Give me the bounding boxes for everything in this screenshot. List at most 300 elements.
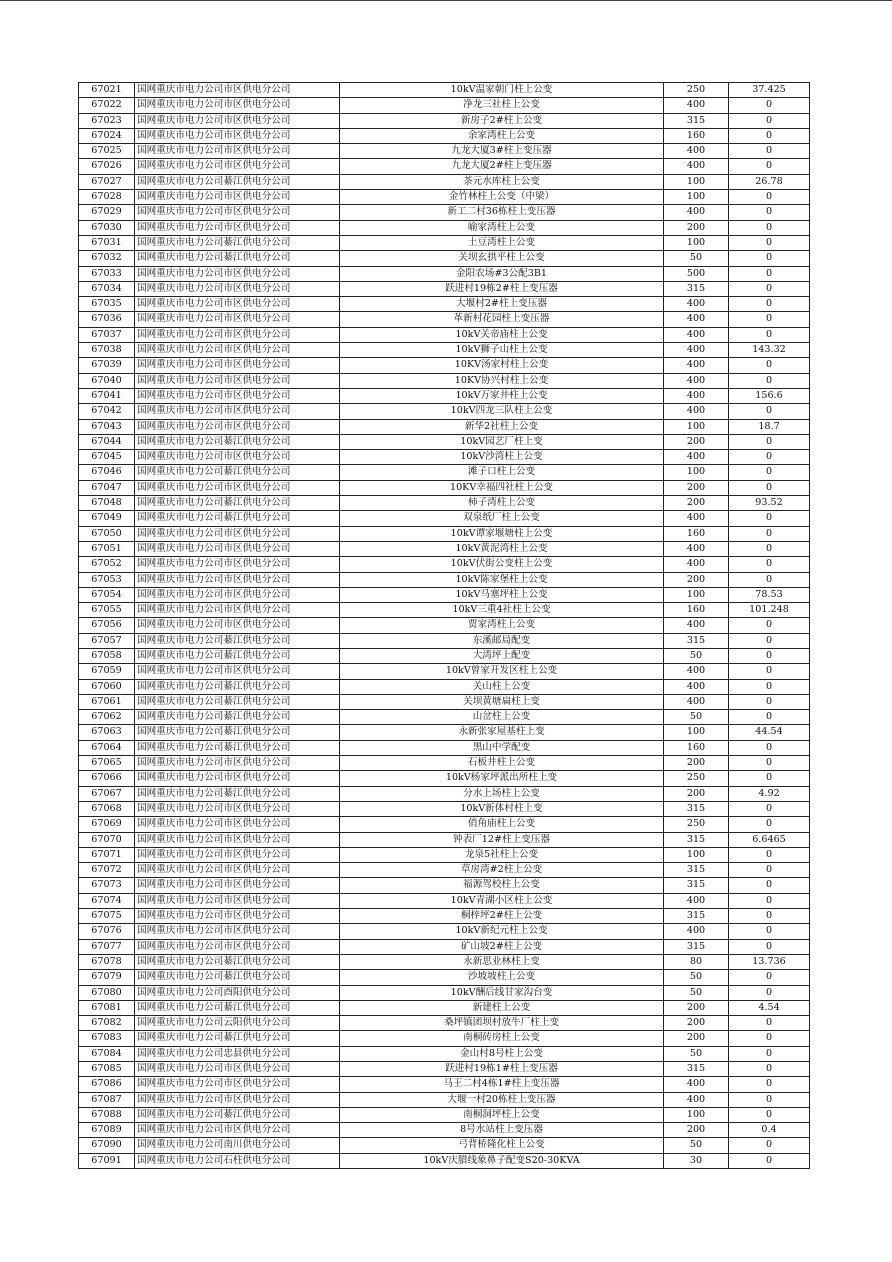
transformer-name-cell: 10kV沙湾柱上公变 — [340, 450, 664, 465]
capacity-cell: 400 — [664, 297, 729, 312]
transformer-name-cell: 10kV伏街公变柱上公变 — [340, 557, 664, 572]
company-name-cell: 国网重庆市电力公司綦江供电分公司 — [135, 740, 340, 755]
transformer-name-cell: 10kV曾家开发区柱上公变 — [340, 664, 664, 679]
table-body — [79, 83, 810, 1169]
row-id-cell: 67083 — [79, 1031, 135, 1046]
row-id-cell: 67053 — [79, 572, 135, 587]
table-row — [79, 281, 810, 296]
value-cell: 0 — [729, 266, 810, 281]
row-id-cell: 67021 — [79, 83, 135, 98]
capacity-cell: 315 — [664, 113, 729, 128]
table-row — [79, 251, 810, 266]
table-row — [79, 587, 810, 602]
transformer-name-cell: 余家湾柱上公变 — [340, 128, 664, 143]
capacity-cell: 50 — [664, 970, 729, 985]
row-id-cell: 67049 — [79, 511, 135, 526]
transformer-name-cell: 新建柱上公变 — [340, 1000, 664, 1015]
capacity-cell: 250 — [664, 83, 729, 98]
value-cell: 0 — [729, 1077, 810, 1092]
value-cell: 0 — [729, 909, 810, 924]
capacity-cell: 400 — [664, 388, 729, 403]
table-row — [79, 786, 810, 801]
table-row — [79, 1046, 810, 1061]
company-name-cell: 国网重庆市电力公司市区供电分公司 — [135, 541, 340, 556]
table-row — [79, 113, 810, 128]
table-row — [79, 603, 810, 618]
company-name-cell: 国网重庆市电力公司市区供电分公司 — [135, 878, 340, 893]
transformer-name-cell: 金竹林柱上公变（中梁） — [340, 190, 664, 205]
table-row — [79, 327, 810, 342]
capacity-cell: 50 — [664, 251, 729, 266]
transformer-name-cell: 喻家湾柱上公变 — [340, 220, 664, 235]
transformer-name-cell: 俏角庙柱上公变 — [340, 817, 664, 832]
table-row — [79, 1107, 810, 1122]
row-id-cell: 67057 — [79, 633, 135, 648]
table-row — [79, 465, 810, 480]
table-row — [79, 1153, 810, 1168]
value-cell: 18.7 — [729, 419, 810, 434]
capacity-cell: 100 — [664, 847, 729, 862]
value-cell: 0 — [729, 633, 810, 648]
value-cell: 0 — [729, 863, 810, 878]
capacity-cell: 400 — [664, 312, 729, 327]
capacity-cell: 50 — [664, 1138, 729, 1153]
row-id-cell: 67029 — [79, 205, 135, 220]
value-cell: 0 — [729, 465, 810, 480]
transformer-name-cell: 分水上场柱上公变 — [340, 786, 664, 801]
transformer-name-cell: 东溪邮局配变 — [340, 633, 664, 648]
row-id-cell: 67039 — [79, 358, 135, 373]
table-row — [79, 128, 810, 143]
capacity-cell: 400 — [664, 694, 729, 709]
value-cell: 44.54 — [729, 725, 810, 740]
table-row — [79, 832, 810, 847]
transformer-name-cell: 矿山坡2#柱上公变 — [340, 939, 664, 954]
transformer-name-cell: 山岔柱上公变 — [340, 710, 664, 725]
value-cell: 26.78 — [729, 174, 810, 189]
value-cell: 0 — [729, 970, 810, 985]
transformer-name-cell: 桑坪镇团坝村放牛厂柱上变 — [340, 1016, 664, 1031]
table-row — [79, 220, 810, 235]
table-row — [79, 1031, 810, 1046]
table-row — [79, 970, 810, 985]
row-id-cell: 67024 — [79, 128, 135, 143]
capacity-cell: 400 — [664, 1077, 729, 1092]
table-row — [79, 343, 810, 358]
company-name-cell: 国网重庆市电力公司市区供电分公司 — [135, 756, 340, 771]
capacity-cell: 100 — [664, 725, 729, 740]
row-id-cell: 67023 — [79, 113, 135, 128]
capacity-cell: 200 — [664, 756, 729, 771]
capacity-cell: 400 — [664, 679, 729, 694]
capacity-cell: 100 — [664, 587, 729, 602]
transformer-name-cell: 关坝黄塘扁柱上变 — [340, 694, 664, 709]
transformer-name-cell: 石板井柱上公变 — [340, 756, 664, 771]
capacity-cell: 400 — [664, 511, 729, 526]
table-row — [79, 450, 810, 465]
transformer-name-cell: 弓背桥隆化柱上公变 — [340, 1138, 664, 1153]
transformer-name-cell: 大湾坪上配变 — [340, 648, 664, 663]
company-name-cell: 国网重庆市电力公司市区供电分公司 — [135, 1077, 340, 1092]
capacity-cell: 100 — [664, 190, 729, 205]
row-id-cell: 67066 — [79, 771, 135, 786]
company-name-cell: 国网重庆市电力公司市区供电分公司 — [135, 419, 340, 434]
value-cell: 0 — [729, 327, 810, 342]
transformer-name-cell: 10KV幸福四社柱上公变 — [340, 480, 664, 495]
capacity-cell: 400 — [664, 159, 729, 174]
company-name-cell: 国网重庆市电力公司市区供电分公司 — [135, 297, 340, 312]
value-cell: 0 — [729, 205, 810, 220]
company-name-cell: 国网重庆市电力公司市区供电分公司 — [135, 618, 340, 633]
capacity-cell: 400 — [664, 373, 729, 388]
row-id-cell: 67054 — [79, 587, 135, 602]
company-name-cell: 国网重庆市电力公司市区供电分公司 — [135, 817, 340, 832]
transformer-name-cell: 10kV关帝庙柱上公变 — [340, 327, 664, 342]
company-name-cell: 国网重庆市电力公司市区供电分公司 — [135, 939, 340, 954]
company-name-cell: 国网重庆市电力公司綦江供电分公司 — [135, 970, 340, 985]
table-row — [79, 83, 810, 98]
table-row — [79, 480, 810, 495]
capacity-cell: 160 — [664, 526, 729, 541]
transformer-name-cell: 10kV新纪元柱上公变 — [340, 924, 664, 939]
capacity-cell: 315 — [664, 801, 729, 816]
company-name-cell: 国网重庆市电力公司綦江供电分公司 — [135, 725, 340, 740]
capacity-cell: 315 — [664, 909, 729, 924]
table-row — [79, 863, 810, 878]
row-id-cell: 67080 — [79, 985, 135, 1000]
company-name-cell: 国网重庆市电力公司市区供电分公司 — [135, 205, 340, 220]
transformer-name-cell: 10kV黄泥湾柱上公变 — [340, 541, 664, 556]
table-row — [79, 817, 810, 832]
capacity-cell: 50 — [664, 985, 729, 1000]
table-row — [79, 909, 810, 924]
capacity-cell: 50 — [664, 648, 729, 663]
capacity-cell: 100 — [664, 465, 729, 480]
transformer-name-cell: 黑山中学配变 — [340, 740, 664, 755]
table-row — [79, 618, 810, 633]
capacity-cell: 100 — [664, 235, 729, 250]
value-cell: 0 — [729, 480, 810, 495]
transformer-name-cell: 永新思业林柱上变 — [340, 954, 664, 969]
value-cell: 0 — [729, 679, 810, 694]
company-name-cell: 国网重庆市电力公司市区供电分公司 — [135, 358, 340, 373]
transformer-name-cell: 桐梓坪2#柱上公变 — [340, 909, 664, 924]
value-cell: 0 — [729, 648, 810, 663]
transformer-name-cell: 跃进村19栋1#柱上变压器 — [340, 1062, 664, 1077]
transformer-name-cell: 10kV酬后线甘家沟台变 — [340, 985, 664, 1000]
company-name-cell: 国网重庆市电力公司酉阳供电分公司 — [135, 985, 340, 1000]
value-cell: 0 — [729, 694, 810, 709]
capacity-cell: 100 — [664, 1107, 729, 1122]
value-cell: 0 — [729, 450, 810, 465]
row-id-cell: 67090 — [79, 1138, 135, 1153]
capacity-cell: 160 — [664, 128, 729, 143]
row-id-cell: 67027 — [79, 174, 135, 189]
row-id-cell: 67051 — [79, 541, 135, 556]
value-cell: 0 — [729, 1046, 810, 1061]
capacity-cell: 400 — [664, 893, 729, 908]
value-cell: 0 — [729, 159, 810, 174]
table-row — [79, 878, 810, 893]
row-id-cell: 67071 — [79, 847, 135, 862]
company-name-cell: 国网重庆市电力公司市区供电分公司 — [135, 312, 340, 327]
company-name-cell: 国网重庆市电力公司市区供电分公司 — [135, 159, 340, 174]
row-id-cell: 67073 — [79, 878, 135, 893]
transformer-name-cell: 马王二村4栋1#柱上变压器 — [340, 1077, 664, 1092]
company-name-cell: 国网重庆市电力公司市区供电分公司 — [135, 128, 340, 143]
value-cell: 0 — [729, 358, 810, 373]
company-name-cell: 国网重庆市电力公司市区供电分公司 — [135, 526, 340, 541]
capacity-cell: 200 — [664, 220, 729, 235]
value-cell: 0 — [729, 740, 810, 755]
table-row — [79, 572, 810, 587]
value-cell: 0 — [729, 312, 810, 327]
row-id-cell: 67072 — [79, 863, 135, 878]
row-id-cell: 67089 — [79, 1123, 135, 1138]
transformer-name-cell: 关坝玄拱平柱上公变 — [340, 251, 664, 266]
transformer-name-cell: 柿子湾柱上公变 — [340, 496, 664, 511]
table-row — [79, 235, 810, 250]
value-cell: 0 — [729, 1138, 810, 1153]
company-name-cell: 国网重庆市电力公司市区供电分公司 — [135, 373, 340, 388]
value-cell: 0 — [729, 1031, 810, 1046]
value-cell: 0 — [729, 251, 810, 266]
company-name-cell: 国网重庆市电力公司市区供电分公司 — [135, 587, 340, 602]
table-row — [79, 633, 810, 648]
row-id-cell: 67060 — [79, 679, 135, 694]
value-cell: 0 — [729, 128, 810, 143]
row-id-cell: 67075 — [79, 909, 135, 924]
row-id-cell: 67064 — [79, 740, 135, 755]
company-name-cell: 国网重庆市电力公司綦江供电分公司 — [135, 1000, 340, 1015]
capacity-cell: 500 — [664, 266, 729, 281]
table-row — [79, 801, 810, 816]
value-cell: 0 — [729, 801, 810, 816]
value-cell: 93.52 — [729, 496, 810, 511]
value-cell: 37.425 — [729, 83, 810, 98]
table-row — [79, 1000, 810, 1015]
row-id-cell: 67056 — [79, 618, 135, 633]
company-name-cell: 国网重庆市电力公司市区供电分公司 — [135, 327, 340, 342]
company-name-cell: 国网重庆市电力公司市区供电分公司 — [135, 863, 340, 878]
capacity-cell: 400 — [664, 924, 729, 939]
value-cell: 0.4 — [729, 1123, 810, 1138]
row-id-cell: 67030 — [79, 220, 135, 235]
capacity-cell: 315 — [664, 939, 729, 954]
capacity-cell: 400 — [664, 343, 729, 358]
row-id-cell: 67032 — [79, 251, 135, 266]
row-id-cell: 67077 — [79, 939, 135, 954]
value-cell: 0 — [729, 144, 810, 159]
table-row — [79, 893, 810, 908]
row-id-cell: 67037 — [79, 327, 135, 342]
company-name-cell: 国网重庆市电力公司綦江供电分公司 — [135, 786, 340, 801]
row-id-cell: 67041 — [79, 388, 135, 403]
company-name-cell: 国网重庆市电力公司綦江供电分公司 — [135, 496, 340, 511]
transformer-name-cell: 跃进村19栋2#柱上变压器 — [340, 281, 664, 296]
transformer-name-cell: 10kV万家井柱上公变 — [340, 388, 664, 403]
table-row — [79, 434, 810, 449]
row-id-cell: 67086 — [79, 1077, 135, 1092]
company-name-cell: 国网重庆市电力公司市区供电分公司 — [135, 832, 340, 847]
capacity-cell: 80 — [664, 954, 729, 969]
row-id-cell: 67036 — [79, 312, 135, 327]
row-id-cell: 67043 — [79, 419, 135, 434]
transformer-name-cell: 10kV陈家堡柱上公变 — [340, 572, 664, 587]
row-id-cell: 67040 — [79, 373, 135, 388]
transformer-name-cell: 8号水站柱上变压器 — [340, 1123, 664, 1138]
company-name-cell: 国网重庆市电力公司石柱供电分公司 — [135, 1153, 340, 1168]
value-cell: 0 — [729, 98, 810, 113]
value-cell: 0 — [729, 404, 810, 419]
row-id-cell: 67033 — [79, 266, 135, 281]
value-cell: 6.6465 — [729, 832, 810, 847]
value-cell: 0 — [729, 281, 810, 296]
transformer-name-cell: 10kV狮子山柱上公变 — [340, 343, 664, 358]
capacity-cell: 400 — [664, 541, 729, 556]
value-cell: 0 — [729, 511, 810, 526]
value-cell: 0 — [729, 939, 810, 954]
value-cell: 0 — [729, 664, 810, 679]
transformer-name-cell: 南桐洞坪柱上公变 — [340, 1107, 664, 1122]
transformer-name-cell: 新工二村36栋柱上变压器 — [340, 205, 664, 220]
row-id-cell: 67047 — [79, 480, 135, 495]
table-row — [79, 312, 810, 327]
company-name-cell: 国网重庆市电力公司綦江供电分公司 — [135, 1107, 340, 1122]
company-name-cell: 国网重庆市电力公司市区供电分公司 — [135, 924, 340, 939]
row-id-cell: 67022 — [79, 98, 135, 113]
company-name-cell: 国网重庆市电力公司市区供电分公司 — [135, 909, 340, 924]
transformer-name-cell: 贾家湾柱上公变 — [340, 618, 664, 633]
row-id-cell: 67076 — [79, 924, 135, 939]
transformer-name-cell: 金阳农场#3公配3B1 — [340, 266, 664, 281]
value-cell: 143.32 — [729, 343, 810, 358]
capacity-cell: 400 — [664, 557, 729, 572]
company-name-cell: 国网重庆市电力公司市区供电分公司 — [135, 388, 340, 403]
capacity-cell: 400 — [664, 98, 729, 113]
row-id-cell: 67061 — [79, 694, 135, 709]
capacity-cell: 30 — [664, 1153, 729, 1168]
table-row — [79, 1077, 810, 1092]
value-cell: 0 — [729, 526, 810, 541]
table-row — [79, 358, 810, 373]
value-cell: 0 — [729, 235, 810, 250]
value-cell: 0 — [729, 1016, 810, 1031]
row-id-cell: 67038 — [79, 343, 135, 358]
table-row — [79, 266, 810, 281]
transformer-name-cell: 10kV杨家坪派出所柱上变 — [340, 771, 664, 786]
transformer-name-cell: 九龙大厦2#柱上变压器 — [340, 159, 664, 174]
transformer-name-cell: 10kV四龙三队柱上公变 — [340, 404, 664, 419]
company-name-cell: 国网重庆市电力公司南川供电分公司 — [135, 1138, 340, 1153]
table-row — [79, 526, 810, 541]
company-name-cell: 国网重庆市电力公司綦江供电分公司 — [135, 1031, 340, 1046]
company-name-cell: 国网重庆市电力公司市区供电分公司 — [135, 281, 340, 296]
capacity-cell: 200 — [664, 1016, 729, 1031]
company-name-cell: 国网重庆市电力公司市区供电分公司 — [135, 98, 340, 113]
table-row — [79, 174, 810, 189]
table-row — [79, 771, 810, 786]
transformer-name-cell: 土豆湾柱上公变 — [340, 235, 664, 250]
table-row — [79, 985, 810, 1000]
transformer-name-cell: 10kV庆腊线象鼻子配变S20-30KVA — [340, 1153, 664, 1168]
value-cell: 0 — [729, 893, 810, 908]
row-id-cell: 67045 — [79, 450, 135, 465]
company-name-cell: 国网重庆市电力公司綦江供电分公司 — [135, 434, 340, 449]
table-row — [79, 756, 810, 771]
value-cell: 0 — [729, 618, 810, 633]
row-id-cell: 67042 — [79, 404, 135, 419]
company-name-cell: 国网重庆市电力公司市区供电分公司 — [135, 893, 340, 908]
row-id-cell: 67069 — [79, 817, 135, 832]
row-id-cell: 67074 — [79, 893, 135, 908]
row-id-cell: 67079 — [79, 970, 135, 985]
company-name-cell: 国网重庆市电力公司市区供电分公司 — [135, 847, 340, 862]
capacity-cell: 200 — [664, 496, 729, 511]
table-row — [79, 496, 810, 511]
transformer-name-cell: 滩子口柱上公变 — [340, 465, 664, 480]
company-name-cell: 国网重庆市电力公司忠县供电分公司 — [135, 1046, 340, 1061]
table-row — [79, 664, 810, 679]
capacity-cell: 50 — [664, 710, 729, 725]
company-name-cell: 国网重庆市电力公司綦江供电分公司 — [135, 679, 340, 694]
value-cell: 0 — [729, 557, 810, 572]
transformer-name-cell: 双泉纸厂柱上公变 — [340, 511, 664, 526]
company-name-cell: 国网重庆市电力公司綦江供电分公司 — [135, 694, 340, 709]
transformer-name-cell: 10KV协兴村柱上公变 — [340, 373, 664, 388]
table-row — [79, 939, 810, 954]
capacity-cell: 200 — [664, 786, 729, 801]
table-row — [79, 694, 810, 709]
capacity-cell: 400 — [664, 404, 729, 419]
transformer-name-cell: 钟表厂12#柱上变压器 — [340, 832, 664, 847]
company-name-cell: 国网重庆市电力公司市区供电分公司 — [135, 1092, 340, 1107]
capacity-cell: 160 — [664, 740, 729, 755]
transformer-name-cell: 九龙大厦3#柱上变压器 — [340, 144, 664, 159]
row-id-cell: 67081 — [79, 1000, 135, 1015]
capacity-cell: 315 — [664, 633, 729, 648]
capacity-cell: 160 — [664, 603, 729, 618]
company-name-cell: 国网重庆市电力公司綦江供电分公司 — [135, 174, 340, 189]
capacity-cell: 315 — [664, 281, 729, 296]
transformer-name-cell: 10kV园艺厂柱上变 — [340, 434, 664, 449]
value-cell: 156.6 — [729, 388, 810, 403]
company-name-cell: 国网重庆市电力公司綦江供电分公司 — [135, 710, 340, 725]
table-row — [79, 557, 810, 572]
company-name-cell: 国网重庆市电力公司云阳供电分公司 — [135, 1016, 340, 1031]
row-id-cell: 67035 — [79, 297, 135, 312]
row-id-cell: 67091 — [79, 1153, 135, 1168]
row-id-cell: 67084 — [79, 1046, 135, 1061]
company-name-cell: 国网重庆市电力公司市区供电分公司 — [135, 771, 340, 786]
company-name-cell: 国网重庆市电力公司市区供电分公司 — [135, 144, 340, 159]
value-cell: 0 — [729, 1062, 810, 1077]
row-id-cell: 67088 — [79, 1107, 135, 1122]
capacity-cell: 315 — [664, 1062, 729, 1077]
row-id-cell: 67052 — [79, 557, 135, 572]
company-name-cell: 国网重庆市电力公司市区供电分公司 — [135, 266, 340, 281]
row-id-cell: 67062 — [79, 710, 135, 725]
table-row — [79, 1062, 810, 1077]
transformer-name-cell: 净龙三社柱上公变 — [340, 98, 664, 113]
row-id-cell: 67085 — [79, 1062, 135, 1077]
company-name-cell: 国网重庆市电力公司市区供电分公司 — [135, 450, 340, 465]
capacity-cell: 200 — [664, 1000, 729, 1015]
transformer-name-cell: 10kV谭家堰塘柱上公变 — [340, 526, 664, 541]
row-id-cell: 67050 — [79, 526, 135, 541]
value-cell: 0 — [729, 985, 810, 1000]
company-name-cell: 国网重庆市电力公司綦江供电分公司 — [135, 251, 340, 266]
